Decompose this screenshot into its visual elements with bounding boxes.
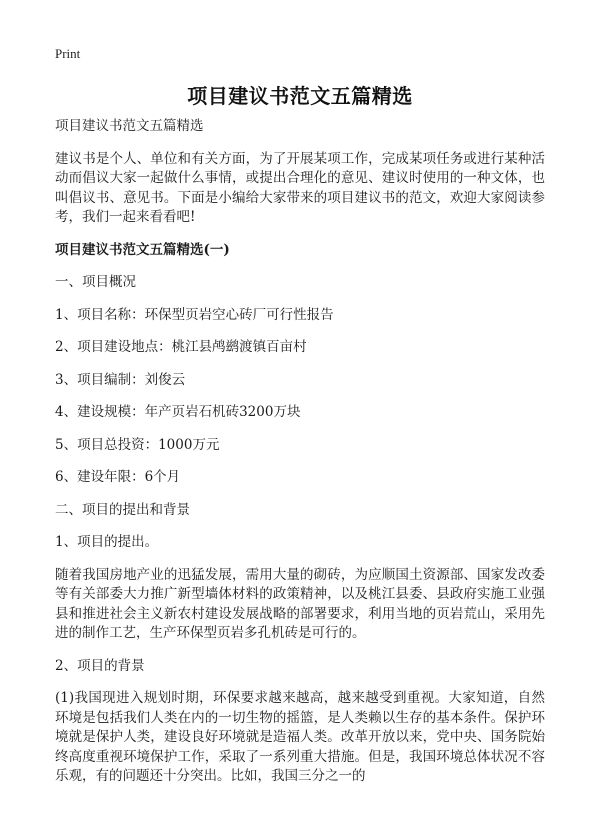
item-duration: 6、建设年限：6个月 (55, 469, 181, 485)
section-heading-1: 项目建议书范文五篇精选(一) (55, 241, 230, 258)
item-investment: 5、项目总投资：1000万元 (55, 436, 220, 453)
section-background: 二、项目的提出和背景 (55, 501, 190, 518)
proposal-paragraph: 随着我国房地产业的迅猛发展，需用大量的砌砖，为应顺国土资源部、国家发改委等有关部委大力推广新型墙体材料的政策精神，以及桃江县委、县政府实施工业强县和推进社会主义新农村建设发展战略的部署要求，利用当地的页岩荒山，采用先进的制作工艺，生产环保型页岩多孔机砖是可行的。 (55, 566, 545, 641)
subtitle-paragraph: 项目建议书范文五篇精选 (55, 118, 204, 134)
item-scale: 4、建设规模：年产页岩石机砖3200万块 (55, 404, 301, 420)
subsection-proposal: 1、项目的提出。 (55, 534, 159, 550)
subsection-background: 2、项目的背景 (55, 657, 145, 674)
section-overview: 一、项目概况 (55, 274, 136, 290)
background-paragraph: (1)我国现进入规划时期，环保要求越来越高，越来越受到重视。大家知道，自然环境是包括我们人类在内的一切生物的摇篮，是人类赖以生存的基本条件。保护环境就是保护人类，建设良好环境就是造福人类。改革开放以来，党中央、国务院始终高度重视环境保护工作，采取了一系列重大措施。但是，我国环境总体状况不容乐观，有的问题还十分突出。比如，我国三分之一的 (55, 690, 545, 784)
print-link[interactable]: Print (55, 46, 81, 61)
item-author: 3、项目编制：刘俊云 (55, 371, 186, 388)
item-project-name: 1、项目名称：环保型页岩空心砖厂可行性报告 (55, 306, 334, 323)
page-title: 项目建议书范文五篇精选 (187, 84, 413, 108)
intro-paragraph: 建议书是个人、单位和有关方面，为了开展某项工作，完成某项任务或进行某种活动而倡议大家一起做什么事情，或提出合理化的意见、建议时使用的一种文体，也叫倡议书、意见书。下面是小编给大家带来的项目建议书的范文，欢迎大家阅读参考，我们一起来看看吧! (55, 150, 545, 225)
document-body (55, 117, 545, 800)
item-location: 2、项目建设地点：桃江县鸬鹚渡镇百亩村 (55, 339, 307, 355)
